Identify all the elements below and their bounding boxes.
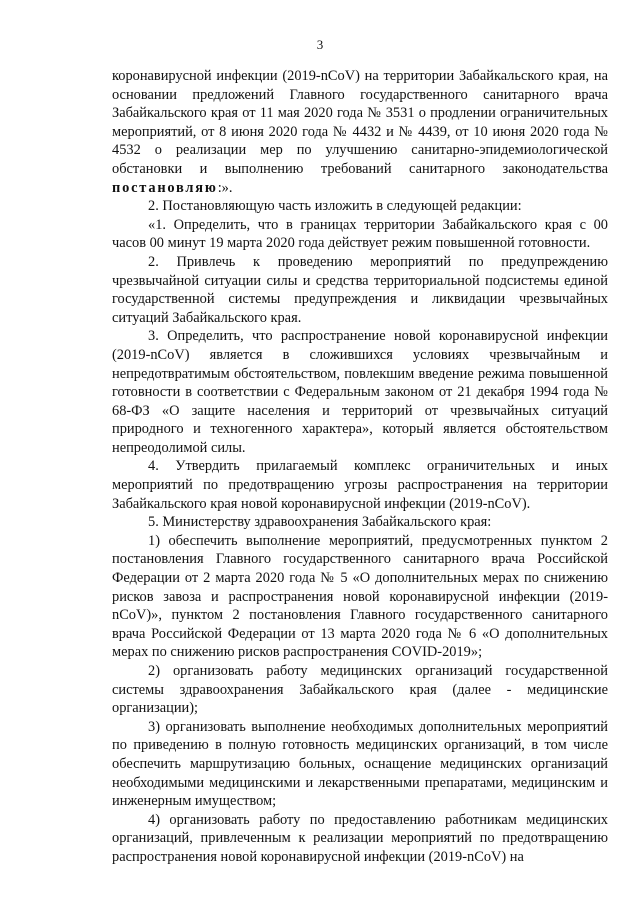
paragraph-subitem-2: 2) организовать работу медицинских организаций государственной системы здравоохранения Забайкальского края (далее - медицинские организации);	[112, 663, 608, 717]
paragraph-text-end: :».	[217, 179, 233, 196]
paragraph-text: коронавирусной инфекции (2019-nCoV) на территории Забайкальского края, на основании предложений Главного государственного санитарного врача Забайкальского края от 11 мая 2020 года № 3531 о продлении ограничительных мероприятий, от 8 июня 2020 года № 4432 и № 4439, от 10 июня 2020 года № 4532 о реализации мер по улучшению санитарно-эпидемиологической обстановки и выполнению требований санитарного законодательства	[112, 68, 608, 177]
paragraph-item-2: 2. Постановляющую часть изложить в следующей редакции:	[148, 198, 522, 215]
paragraph-clause-1: «1. Определить, что в границах территории Забайкальского края с 00 часов 00 минут 19 марта 2020 года действует режим повышенной готовности.	[112, 216, 608, 252]
paragraph-clause-3: 3. Определить, что распространение новой коронавирусной инфекции (2019-nCoV) является в сложившихся условиях чрезвычайным и непредотвратимым обстоятельством, повлекшим введение режима повышенной готовности в соответствии с Федеральным законом от 21 декабря 1994 года № 68-ФЗ «О защите населения и территорий от чрезвычайных ситуаций природного и техногенного характера», который является обстоятельством непреодолимой силы.	[112, 328, 608, 456]
document-body	[112, 67, 608, 867]
page-number: 3	[316, 37, 324, 52]
paragraph-subitem-3: 3) организовать выполнение необходимых дополнительных мероприятий по приведению в полную готовность медицинских организаций, в том числе обеспечить маршрутизацию больных, оснащение медицинских организаций необходимыми медицинскими и лекарственными препаратами, медицинским и инженерным имуществом;	[112, 718, 608, 810]
emphasized-word: постановляю	[112, 179, 218, 196]
paragraph-clause-4: 4. Утвердить прилагаемый комплекс ограничительных и иных мероприятий по предотвращению угрозы распространения на территории Забайкальского края новой коронавирусной инфекции (2019-nCoV).	[112, 458, 608, 512]
paragraph-clause-2: 2. Привлечь к проведению мероприятий по предупреждению чрезвычайной ситуации силы и средства территориальной подсистемы единой государственной системы предупреждения и ликвидации чрезвычайных ситуаций Забайкальского края.	[112, 253, 608, 326]
paragraph-subitem-4: 4) организовать работу по предоставлению работникам медицинских организаций, привлеченным к реализации мероприятий по предотвращению распространения новой коронавирусной инфекции (2019-nCoV) на	[112, 811, 608, 865]
paragraph-continuation	[112, 67, 608, 197]
paragraph-clause-5: 5. Министерству здравоохранения Забайкальского края:	[148, 514, 492, 531]
paragraph-subitem-1: 1) обеспечить выполнение мероприятий, предусмотренных пунктом 2 постановления Главного государственного санитарного врача Российской Федерации от 2 марта 2020 года № 5 «О дополнительных мерах по снижению рисков завоза и распространения новой коронавирусной инфекции (2019-nCoV)», пунктом 2 постановления Главного государственного санитарного врача Российской Федерации от 13 марта 2020 года № 6 «О дополнительных мерах по снижению рисков распространения COVID-2019»;	[112, 532, 608, 661]
